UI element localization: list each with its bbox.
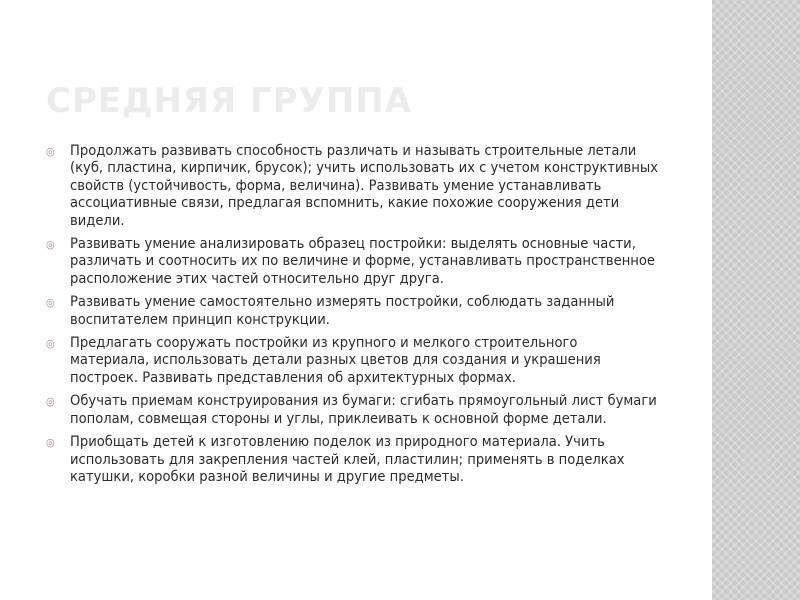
bullet-ring-icon: ◎ <box>46 395 55 409</box>
bullet-text: Предлагать сооружать постройки из крупного и мелкого строительного материала, использовать детали разных цветов для создания и украшения построек. Развивать представления об архитектурных формах. <box>70 334 601 386</box>
bullet-item <box>46 392 658 427</box>
bullet-text: Развивать умение анализировать образец постройки: выделять основные части, различать и соотносить их по величине и форме, устанавливать пространственное расположение этих частей относительно друг друга. <box>70 235 655 287</box>
bullet-item <box>46 142 658 229</box>
bullet-item <box>46 433 658 485</box>
bullet-text: Обучать приемам конструирования из бумаги: сгибать прямоугольный лист бумаги пополам, совмещая стороны и углы, приклеивать к основной форме детали. <box>70 392 657 427</box>
bullet-item <box>46 334 658 386</box>
bullet-ring-icon: ◎ <box>46 337 55 351</box>
bullet-ring-icon: ◎ <box>46 436 55 450</box>
bullet-ring-icon: ◎ <box>46 296 55 310</box>
bullet-text: Развивать умение самостоятельно измерять постройки, соблюдать заданный воспитателем принцип конструкции. <box>70 293 615 328</box>
bullet-ring-icon: ◎ <box>46 238 55 252</box>
bullet-text: Продолжать развивать способность различать и называть строительные летали (куб, пластина, кирпичик, брусок); учить использовать их с учетом конструктивных свойств (устойчивость, форма, величина). Развивать умение устанавливать ассоциативные связи, предлагая вспомнить, какие похожие сооружения дети видели. <box>70 142 658 229</box>
decorative-side-band <box>712 0 800 600</box>
bullet-ring-icon: ◎ <box>46 145 55 158</box>
bullet-list <box>46 142 658 491</box>
slide-title: СРЕДНЯЯ ГРУППА <box>46 81 413 121</box>
bullet-item <box>46 293 658 328</box>
bullet-item <box>46 235 658 287</box>
bullet-text: Приобщать детей к изготовлению поделок из природного материала. Учить использовать для закрепления частей клей, пластилин; применять в поделках катушки, коробки разной величины и другие предметы. <box>70 433 625 485</box>
